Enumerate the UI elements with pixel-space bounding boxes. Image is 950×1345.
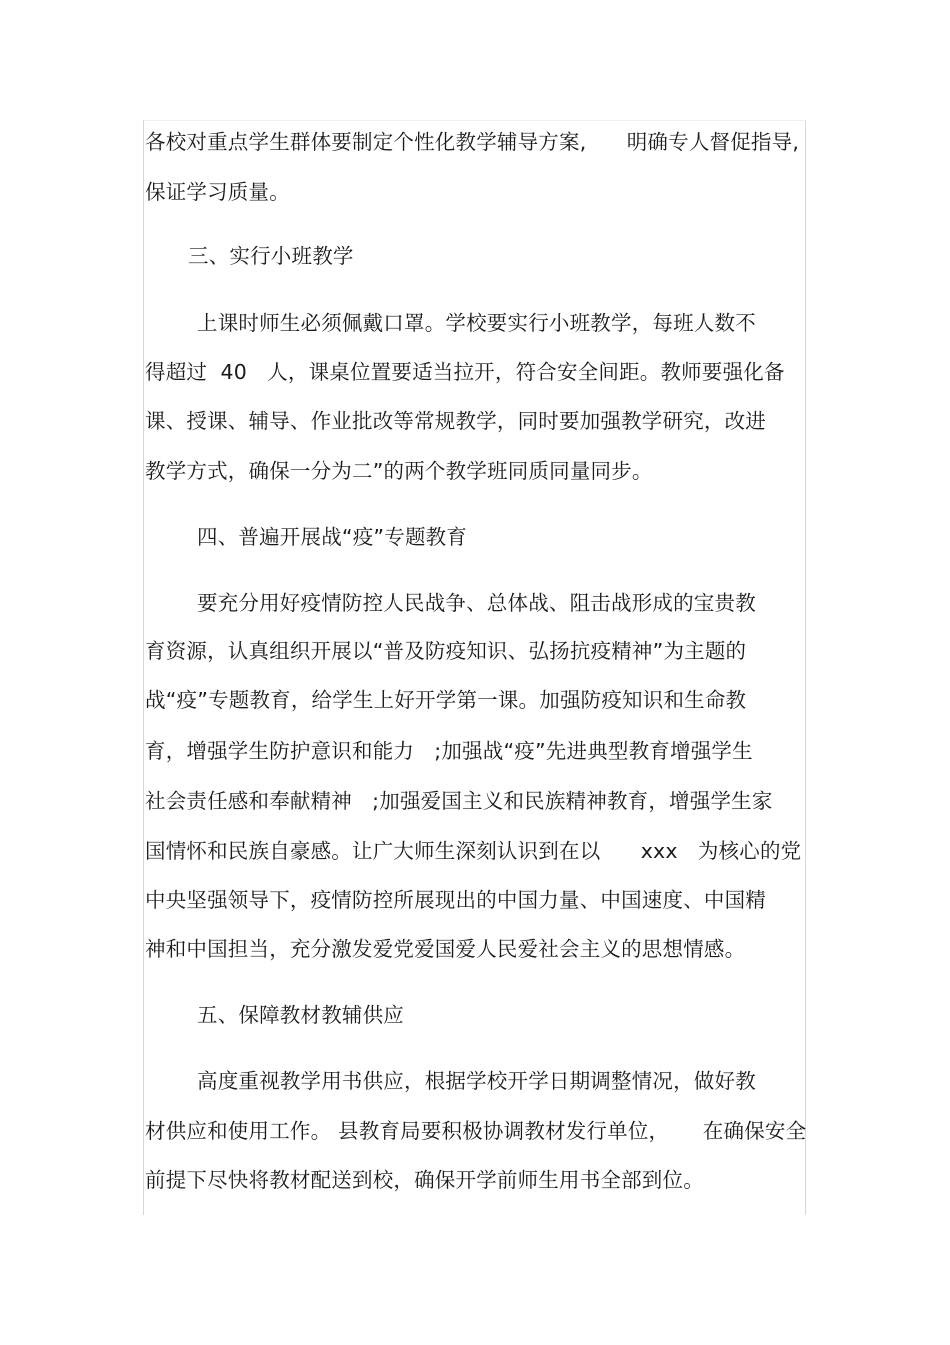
paragraph-line-14: 神和中国担当，充分激发爱党爱国爱人民爱社会主义的思想情感。: [145, 937, 746, 961]
paragraph-line-7: 要充分用好疫情防控人民战争、总体战、阻击战形成的宝贵教: [197, 591, 756, 615]
section-heading-5: 五、保障教材教辅供应: [197, 1003, 404, 1027]
paragraph-line-12: 国情怀和民族自豪感。让广大师生深刻认识到在以 xxx 为核心的党: [145, 839, 802, 863]
section-heading-4: 四、普遍开展战“疫”专题教育: [197, 525, 468, 549]
paragraph-line-15: 高度重视教学用书供应，根据学校开学日期调整情况，做好教: [197, 1069, 756, 1093]
paragraph-line-13: 中央坚强领导下，疫情防控所展现出的中国力量、中国速度、中国精: [145, 888, 766, 912]
paragraph-line-17: 前提下尽快将教材配送到校，确保开学前师生用书全部到位。: [145, 1168, 704, 1192]
paragraph-line-4: 得超过 40 人，课桌位置要适当拉开，符合安全间距。教师要强化备: [145, 360, 785, 384]
paragraph-line-9: 战“疫”专题教育，给学生上好开学第一课。加强防疫知识和生命教: [145, 688, 747, 712]
paragraph-line-2: 保证学习质量。: [145, 180, 290, 204]
paragraph-line-10: 育，增强学生防护意识和能力 ;加强战“疫”先进典型教育增强学生: [145, 739, 753, 763]
page-frame: [143, 120, 806, 1215]
paragraph-line-3: 上课时师生必须佩戴口罩。学校要实行小班教学，每班人数不: [197, 311, 756, 335]
paragraph-line-6: 教学方式，确保一分为二”的两个教学班同质同量同步。: [145, 459, 653, 483]
paragraph-line-8: 育资源，认真组织开展以“普及防疫知识、弘扬抗疫精神”为主题的: [145, 639, 747, 663]
paragraph-line-16: 材供应和使用工作。 县教育局要积极协调教材发行单位， 在确保安全: [145, 1119, 807, 1143]
paragraph-line-11: 社会责任感和奉献精神 ;加强爱国主义和民族精神教育，增强学生家: [145, 789, 773, 813]
section-heading-3: 三、实行小班教学: [188, 244, 354, 268]
paragraph-line-5: 课、授课、辅导、作业批改等常规教学，同时要加强教学研究，改进: [145, 409, 766, 433]
paragraph-line-1: 各校对重点学生群体要制定个性化教学辅导方案, 明确专人督促指导,: [145, 130, 800, 154]
